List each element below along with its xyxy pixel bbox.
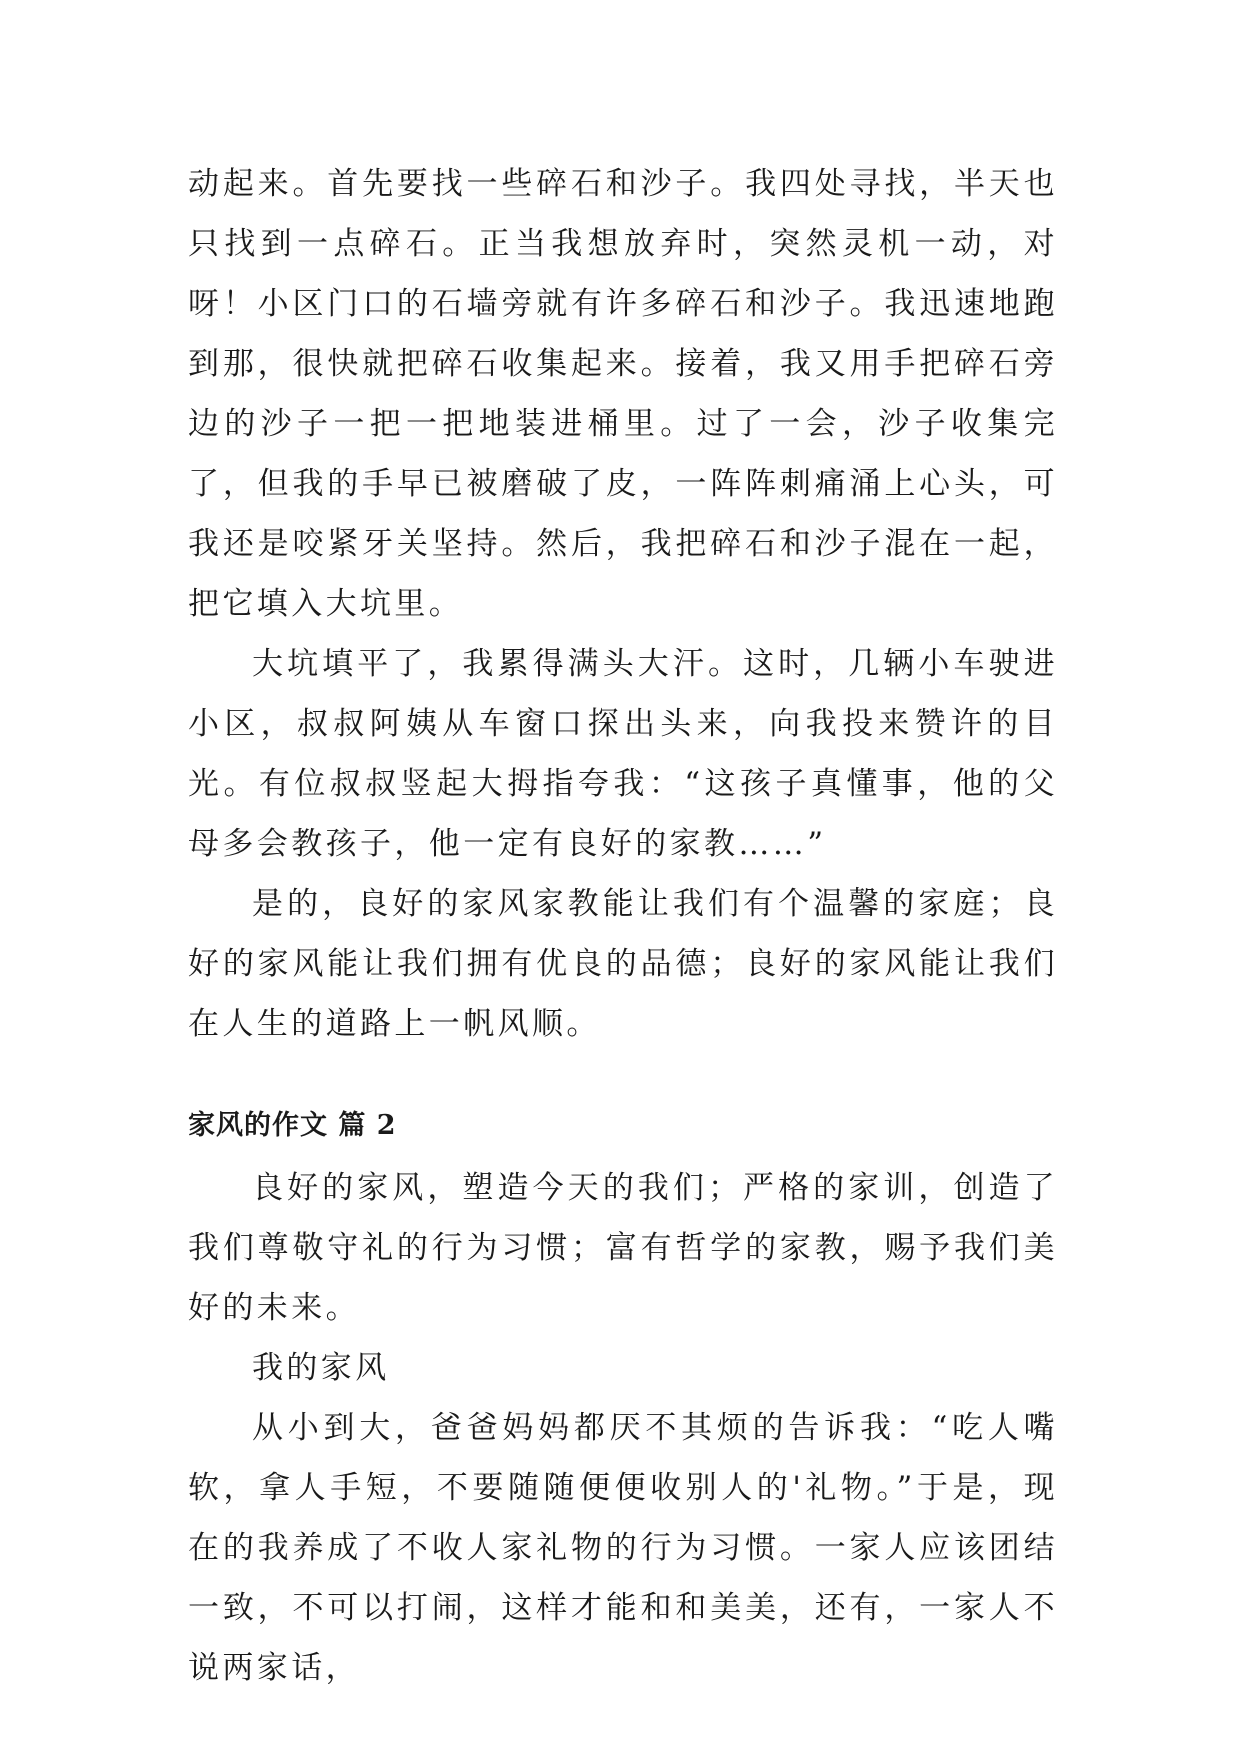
paragraph-family-rules: 从小到大，爸爸妈妈都厌不其烦的告诉我：“吃人嘴软，拿人手短，不要随随便便收别人的'礼物。”于是，现在的我养成了不收人家礼物的行为习惯。一家人应该团结一致，不可以打闹，这样才能和和美美，还有，一家人不说两家话， [188, 1410, 1058, 1686]
essay-subtitle: 我的家风 [252, 1350, 390, 1386]
paragraph-big-pit-filled: 大坑填平了，我累得满头大汗。这时，几辆小车驶进小区，叔叔阿姨从车窗口探出头来，向我投来赞许的目光。有位叔叔竖起大拇指夸我：“这孩子真懂事，他的父母多会教孩子，他一定有良好的家教……” [188, 646, 1058, 862]
paragraph-intro: 良好的家风，塑造今天的我们；严格的家训，创造了我们尊敬守礼的行为习惯；富有哲学的家教，赐予我们美好的未来。 [188, 1170, 1058, 1326]
paragraph-conclusion: 是的，良好的家风家教能让我们有个温馨的家庭；良好的家风能让我们拥有优良的品德；良好的家风能让我们在人生的道路上一帆风顺。 [188, 886, 1058, 1042]
essay-heading: 家风的作文 篇 2 [188, 1110, 397, 1141]
document-body [188, 154, 1058, 1698]
paragraph-continued: 动起来。首先要找一些碎石和沙子。我四处寻找，半天也只找到一点碎石。正当我想放弃时，突然灵机一动，对呀！小区门口的石墙旁就有许多碎石和沙子。我迅速地跑到那，很快就把碎石收集起来。接着，我又用手把碎石旁边的沙子一把一把地装进桶里。过了一会，沙子收集完了，但我的手早已被磨破了皮，一阵阵刺痛涌上心头，可我还是咬紧牙关坚持。然后，我把碎石和沙子混在一起，把它填入大坑里。 [188, 166, 1058, 622]
